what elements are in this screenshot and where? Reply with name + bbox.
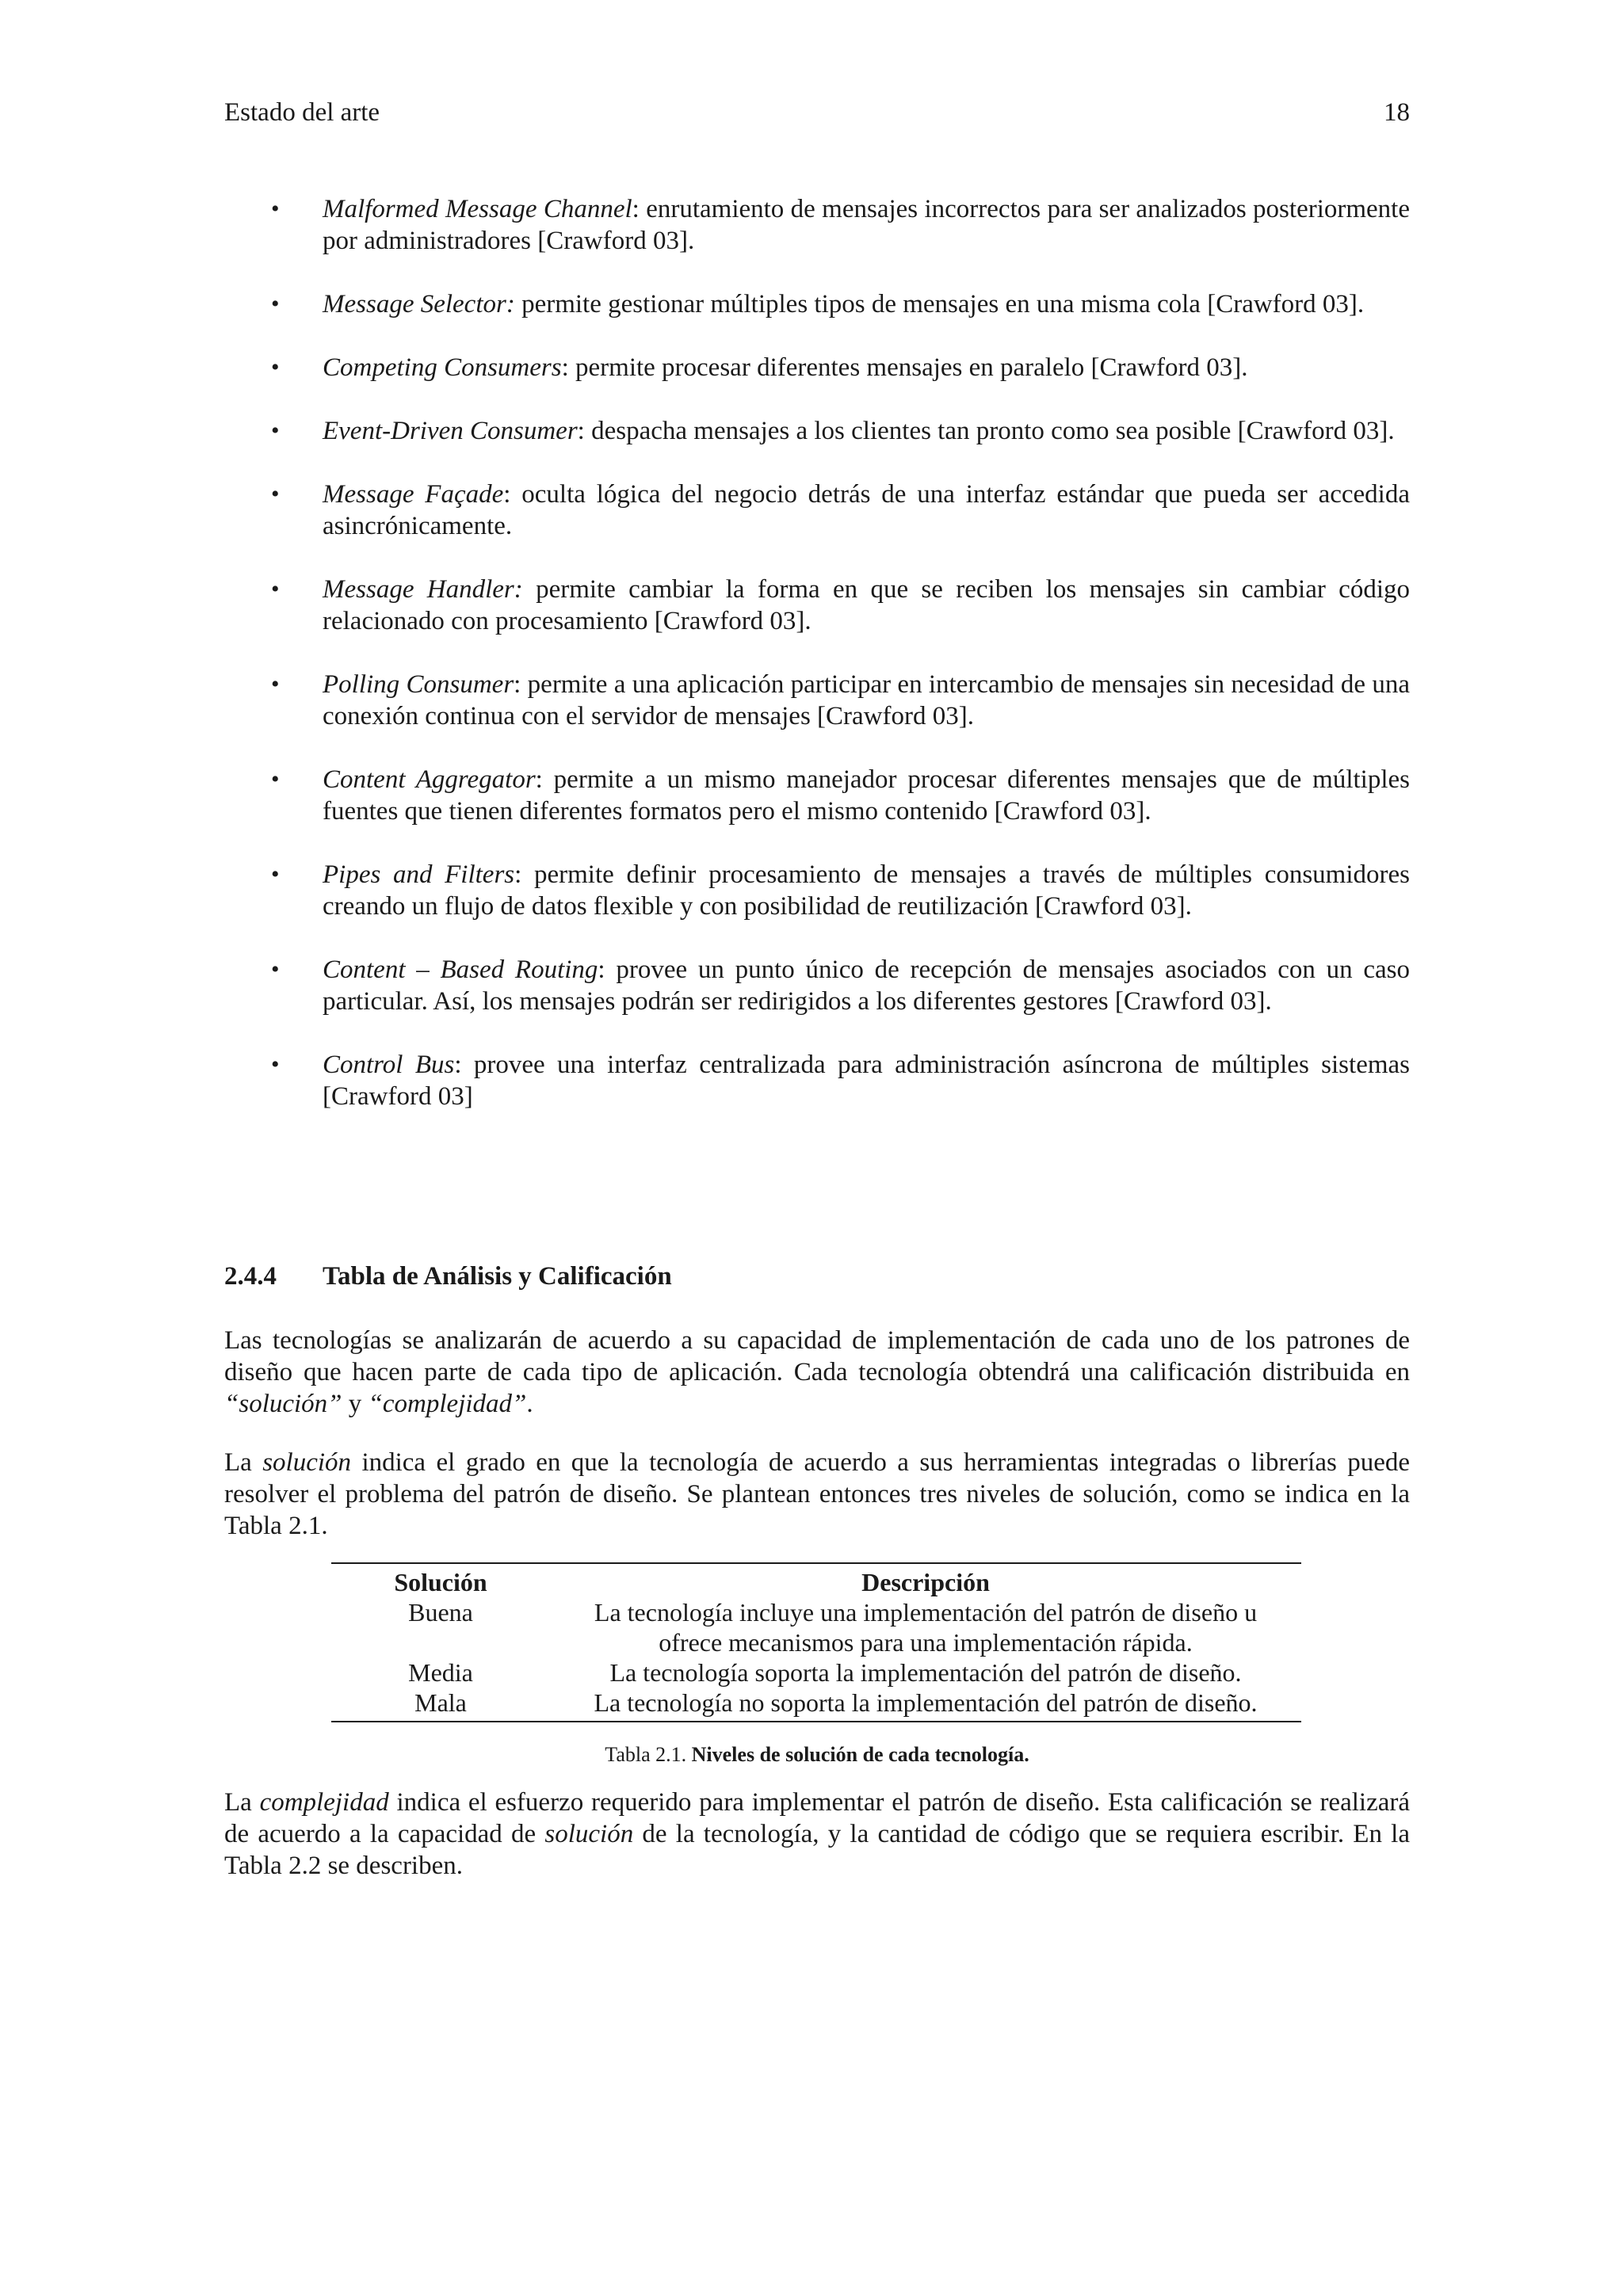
- paragraph-emphasis: solución: [262, 1448, 352, 1477]
- bullet-dot: •: [271, 354, 280, 380]
- bullet-text: : permite a una aplicación participar en intercambio de mensajes sin necesidad de una conexión continua con el servidor de mensajes [Crawford 03].: [323, 670, 1410, 730]
- bullet-dot: •: [271, 766, 280, 792]
- caption-label: Tabla 2.1.: [605, 1743, 692, 1766]
- table-header-descripcion: Descripción: [861, 1568, 990, 1596]
- table-row: [331, 1597, 1301, 1657]
- bullet-dot: •: [271, 291, 280, 317]
- description-line: La tecnología no soporta la implementación del patrón de diseño.: [594, 1688, 1258, 1717]
- bullet-item-competing-consumers: [224, 352, 1410, 383]
- description-line: La tecnología soporta la implementación del patrón de diseño.: [609, 1658, 1242, 1687]
- bullet-item-pipes-and-filters: [224, 859, 1410, 922]
- page-number: 18: [1384, 98, 1410, 127]
- paragraph-text: La: [224, 1448, 263, 1477]
- bullet-item-polling-consumer: [224, 669, 1410, 732]
- running-title: Estado del arte: [224, 98, 380, 127]
- paragraph-emphasis: complejidad: [259, 1788, 389, 1817]
- table-header-solucion: Solución: [394, 1568, 487, 1596]
- bullet-dot: •: [271, 956, 280, 982]
- bullet-item-control-bus: [224, 1049, 1410, 1112]
- bullet-dot: •: [271, 196, 280, 222]
- bullet-item-message-handler: [224, 574, 1410, 637]
- paragraph-emphasis: “solución”: [224, 1390, 342, 1418]
- bullet-item-event-driven-consumer: [224, 415, 1410, 447]
- bullet-item-content-aggregator: [224, 764, 1410, 827]
- bullet-text: permite gestionar múltiples tipos de mensajes en una misma cola [Crawford 03].: [514, 290, 1365, 318]
- bullet-term: Pipes and Filters: [323, 860, 515, 889]
- bullet-text: permite cambiar la forma en que se reciben los mensajes sin cambiar código relacionado con procesamiento [Crawford 03].: [323, 575, 1410, 635]
- section-heading: [224, 1260, 1410, 1293]
- paragraph-complexity-definition: [224, 1787, 1410, 1882]
- paragraph-emphasis: solución: [544, 1820, 634, 1848]
- table-cell-level: Buena: [408, 1598, 473, 1627]
- paragraph-text: y: [342, 1390, 369, 1418]
- caption-text: Niveles de solución de cada tecnología.: [691, 1743, 1029, 1766]
- bullet-text: : despacha mensajes a los clientes tan pronto como sea posible [Crawford 03].: [577, 417, 1395, 445]
- section-title: Tabla de Análisis y Calificación: [323, 1262, 672, 1291]
- bullet-item-message-facade: [224, 479, 1410, 542]
- bullet-text: : provee un punto único de recepción de mensajes asociados con un caso particular. Así, los mensajes podrán ser redirigidos a los diferentes gestores [Crawford 03].: [323, 955, 1410, 1016]
- paragraph-text: indica el grado en que la tecnología de acuerdo a sus herramientas integradas o librerías puede resolver el problema del patrón de diseño. Se plantean entonces tres niveles de solución, como se indica en la Tabla 2.1.: [224, 1448, 1411, 1540]
- bullet-text: : permite procesar diferentes mensajes en paralelo [Crawford 03].: [561, 353, 1248, 382]
- section-number: 2.4.4: [224, 1262, 277, 1291]
- table-caption: [224, 1741, 1410, 1769]
- bullet-dot: •: [271, 671, 280, 697]
- bullet-dot: •: [271, 861, 280, 887]
- bullet-term: Message Façade: [323, 480, 504, 509]
- bullet-term: Message Handler:: [323, 575, 523, 604]
- bullet-text: : enrutamiento de mensajes incorrectos para ser analizados posteriormente por administradores [Crawford 03].: [323, 195, 1410, 255]
- bullet-dot: •: [271, 576, 280, 602]
- table-cell-description: [550, 1597, 1301, 1657]
- bullet-term: Message Selector:: [323, 290, 515, 318]
- paragraph-solution-definition: [224, 1447, 1410, 1542]
- table-row: [331, 1688, 1301, 1722]
- solution-levels-table: [331, 1562, 1301, 1722]
- table-cell-description: [550, 1688, 1301, 1722]
- pattern-bullet-list: [224, 193, 1410, 1144]
- paragraph-text: indica el esfuerzo requerido para implementar el patrón de diseño. Esta calificación se realizará de acuerdo a la capacidad de: [224, 1788, 1410, 1848]
- table-cell-level: Media: [408, 1658, 473, 1687]
- bullet-text: : oculta lógica del negocio detrás de una interfaz estándar que pueda ser accedida asincrónicamente.: [323, 480, 1410, 540]
- bullet-dot: •: [271, 481, 280, 507]
- bullet-term: Control Bus: [323, 1051, 455, 1079]
- bullet-dot: •: [271, 1051, 280, 1077]
- page-header: [224, 93, 1410, 132]
- bullet-term: Polling Consumer: [323, 670, 514, 699]
- bullet-term: Competing Consumers: [323, 353, 562, 382]
- bullet-dot: •: [271, 418, 280, 444]
- table-cell-level: Mala: [414, 1688, 467, 1717]
- paragraph-text: .: [526, 1390, 533, 1418]
- bullet-text: : provee una interfaz centralizada para administración asíncrona de múltiples sistemas [Crawford 03]: [323, 1051, 1410, 1111]
- table-row: [331, 1657, 1301, 1688]
- bullet-text: : permite a un mismo manejador procesar diferentes mensajes que de múltiples fuentes que tienen diferentes formatos pero el mismo contenido [Crawford 03].: [323, 765, 1410, 826]
- bullet-item-content-based-routing: [224, 954, 1410, 1017]
- paragraph-text: de la tecnología, y la cantidad de código que se requiera escribir. En la Tabla 2.2 se describen.: [224, 1820, 1410, 1880]
- table-header-row: [331, 1563, 1301, 1597]
- description-line: La tecnología incluye una implementación del patrón de diseño u: [594, 1598, 1258, 1627]
- bullet-term: Event-Driven Consumer: [323, 417, 578, 445]
- bullet-term: Content Aggregator: [323, 765, 536, 794]
- bullet-term: Content – Based Routing: [323, 955, 598, 984]
- bullet-term: Malformed Message Channel: [323, 195, 632, 223]
- paragraph-text: Las tecnologías se analizarán de acuerdo a su capacidad de implementación de cada uno de los patrones de diseño que hacen parte de cada tipo de aplicación. Cada tecnología obtendrá una calificación distribuida en: [224, 1326, 1410, 1386]
- description-line: ofrece mecanismos para una implementación rápida.: [659, 1628, 1193, 1657]
- solution-levels-table-wrap: [331, 1562, 1301, 1722]
- paragraph-emphasis: “complejidad”: [368, 1390, 527, 1418]
- paragraph-text: La: [224, 1788, 260, 1817]
- table-cell-description: [550, 1657, 1301, 1688]
- bullet-item-malformed-message-channel: [224, 193, 1410, 257]
- paragraph-analysis-intro: [224, 1325, 1410, 1420]
- bullet-text: : permite definir procesamiento de mensajes a través de múltiples consumidores creando un flujo de datos flexible y con posibilidad de reutilización [Crawford 03].: [323, 860, 1411, 921]
- bullet-item-message-selector: [224, 288, 1410, 320]
